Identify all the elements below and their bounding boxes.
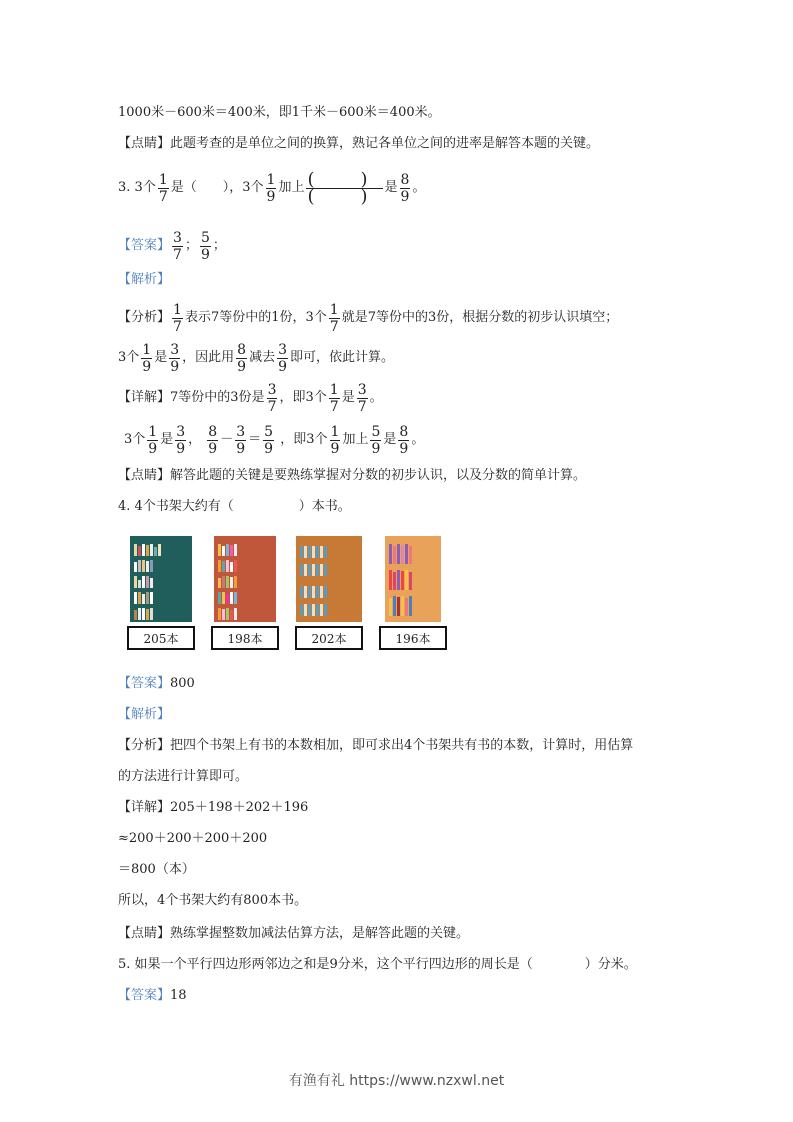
- fraction: [370, 424, 381, 457]
- question-text: 5. 如果一个平行四边形两邻边之和是9分米，这个平行四边形的周长是（ ）分米。: [118, 957, 637, 972]
- numerator: 3: [173, 229, 182, 246]
- fraction: [263, 424, 274, 457]
- fenxi-text: 表示7等份中的1份，3个: [184, 310, 327, 325]
- numerator: 1: [330, 423, 340, 440]
- xiangjie-text: 3个: [124, 432, 146, 447]
- numerator: 8: [399, 423, 409, 440]
- bookshelf-1: [125, 536, 197, 650]
- denominator: 7: [173, 246, 182, 263]
- q3-text: 3个: [134, 180, 156, 195]
- numerator: 1: [329, 381, 339, 398]
- fraction: [158, 172, 169, 205]
- numerator: 5: [200, 229, 210, 246]
- answer-label: 【答案】: [118, 238, 171, 253]
- fraction: [236, 342, 247, 375]
- footer-watermark: 有渔有礼 https://www.nzxwl.net: [288, 1073, 505, 1089]
- question-text: 4. 4个书架大约有（ ）本书。: [118, 499, 351, 514]
- fenxi-text: 把四个书架上有书的本数相加，即可求出4个书架共有书的本数，计算时，用估算: [170, 738, 634, 753]
- q3-xiangjie-line2: [124, 422, 424, 458]
- xiangjie-label: 【详解】: [118, 390, 171, 405]
- book-count: 196本: [395, 631, 431, 646]
- answer-value: 800: [170, 676, 195, 691]
- xiangjie-text: 。: [411, 432, 425, 447]
- blank-fraction[interactable]: [306, 168, 382, 207]
- numerator: 1: [173, 301, 182, 318]
- fenxi-text: 减去: [249, 350, 276, 365]
- xiangjie-text: 加上: [342, 432, 369, 447]
- numerator: 1: [142, 341, 152, 358]
- denominator: 9: [278, 358, 288, 375]
- fraction: [172, 230, 183, 263]
- denominator-blank: ( ): [307, 185, 382, 207]
- question-5: [118, 955, 637, 975]
- numerator: 1: [266, 171, 276, 188]
- q4-xiangjie-line4: [118, 891, 307, 911]
- q3-fenxi-line1: [118, 300, 618, 336]
- bookshelf-4: [377, 536, 449, 650]
- bookshelf-2: [209, 536, 281, 650]
- numerator: 8: [400, 171, 410, 188]
- fraction: [400, 172, 411, 205]
- question-4: [118, 497, 351, 517]
- jiexi-label: 【解析】: [118, 707, 171, 722]
- bookshelf-3: [293, 536, 365, 650]
- numerator: 3: [236, 423, 246, 440]
- fraction: [398, 424, 409, 457]
- xiangjie-text: ＝800（本）: [118, 862, 195, 877]
- q4-dianjing: [118, 924, 469, 944]
- numerator: 3: [170, 341, 180, 358]
- book-count-box: [127, 626, 195, 650]
- q4-answer: [118, 674, 195, 694]
- denominator: 7: [357, 398, 367, 415]
- numerator: 3: [278, 341, 288, 358]
- dianjing-text: 此题考查的是单位之间的换算，熟记各单位之间的进率是解答本题的关键。: [170, 136, 600, 151]
- fraction: [169, 342, 180, 375]
- xiangjie-text: ，即3个: [279, 390, 327, 405]
- separator: ；: [212, 238, 226, 253]
- fraction: [266, 172, 277, 205]
- bookshelf-image: [214, 536, 276, 622]
- fenxi-text: 是: [154, 350, 168, 365]
- numerator: 8: [208, 423, 218, 440]
- xiangjie-text: 是: [341, 390, 355, 405]
- fenxi-text: 就是7等份中的3份，根据分数的初步认识填空；: [341, 310, 619, 325]
- q3-text: 。: [412, 180, 426, 195]
- fraction: [235, 424, 246, 457]
- jiexi-label: 【解析】: [118, 272, 171, 287]
- numerator: 1: [329, 301, 339, 318]
- answer-label: 【答案】: [118, 988, 171, 1003]
- numerator: 5: [371, 423, 381, 440]
- fraction: [207, 424, 218, 457]
- fenxi-label: 【分析】: [118, 738, 171, 753]
- separator: ；: [184, 238, 198, 253]
- q3-text: 加上: [278, 180, 305, 195]
- numerator: 5: [264, 423, 274, 440]
- fraction: [141, 342, 152, 375]
- xiangjie-text: ，: [188, 432, 202, 447]
- numerator: 8: [237, 341, 247, 358]
- denominator: 7: [329, 318, 339, 335]
- bookshelf-image: [296, 536, 362, 622]
- fenxi-text: 即可，依此计算。: [290, 350, 395, 365]
- denominator: 7: [158, 188, 168, 205]
- question-number: 3.: [118, 180, 131, 195]
- denominator: 7: [173, 318, 182, 335]
- denominator: 9: [237, 358, 247, 375]
- denominator: 9: [176, 440, 186, 457]
- book-count-box: [379, 626, 447, 650]
- fraction: [357, 382, 368, 415]
- fraction: [330, 424, 341, 457]
- denominator: 9: [170, 358, 180, 375]
- numerator: 3: [357, 381, 367, 398]
- denominator: 9: [148, 440, 158, 457]
- q5-answer: [118, 986, 187, 1006]
- denominator: 9: [330, 440, 340, 457]
- answer-value: 18: [170, 988, 187, 1003]
- q3-dianjing: [118, 466, 586, 486]
- dianjing-label: 【点睛】: [118, 468, 171, 483]
- numerator: 3: [176, 423, 186, 440]
- question-3: [118, 168, 425, 208]
- q3-answer: [118, 228, 226, 264]
- fraction: [147, 424, 158, 457]
- denominator: 7: [267, 398, 277, 415]
- denominator: 7: [329, 398, 339, 415]
- numerator: 1: [148, 423, 158, 440]
- calc-text: 1000米－600米＝400米，即1千米－600米＝400米。: [118, 105, 441, 120]
- xiangjie-text: 205＋198＋202＋196: [170, 800, 309, 815]
- denominator: 9: [399, 440, 409, 457]
- numerator-blank: ( ): [307, 168, 382, 190]
- q3-text: 是: [384, 180, 398, 195]
- xiangjie-text: 7等份中的3份是: [170, 390, 265, 405]
- xiangjie-text: ，即3个: [280, 432, 328, 447]
- calc-line: [118, 103, 441, 123]
- q4-xiangjie-line2: [118, 829, 267, 849]
- xiangjie-label: 【详解】: [118, 800, 171, 815]
- book-count-box: [211, 626, 279, 650]
- xiangjie-text: 所以，4个书架大约有800本书。: [118, 893, 308, 908]
- book-count: 202本: [311, 631, 347, 646]
- fraction: [175, 424, 186, 457]
- denominator: 9: [400, 188, 410, 205]
- q3-text: 是（ ），3个: [170, 180, 264, 195]
- q4-fenxi-line1: [118, 736, 633, 756]
- q3-jiexi: [118, 270, 170, 290]
- dianjing-label: 【点睛】: [118, 926, 171, 941]
- bookshelf-image: [385, 536, 441, 622]
- xiangjie-text: ≈200＋200＋200＋200: [118, 831, 268, 846]
- fraction: [277, 342, 288, 375]
- equals-sign: ＝: [248, 432, 262, 447]
- denominator: 9: [200, 246, 210, 263]
- answer-label: 【答案】: [118, 676, 171, 691]
- numerator: 3: [267, 381, 277, 398]
- denominator: 9: [264, 440, 274, 457]
- fraction: [172, 302, 183, 335]
- minus-sign: －: [220, 432, 234, 447]
- fenxi-label: 【分析】: [118, 310, 171, 325]
- xiangjie-text: 是: [383, 432, 397, 447]
- xiangjie-text: 是: [160, 432, 174, 447]
- dianjing-text: 熟练掌握整数加减法估算方法，是解答此题的关键。: [170, 926, 470, 941]
- dianjing-label: 【点睛】: [118, 136, 171, 151]
- denominator: 9: [371, 440, 381, 457]
- denominator: 9: [266, 188, 276, 205]
- fenxi-text: 3个: [118, 350, 140, 365]
- fraction: [200, 230, 211, 263]
- fenxi-text: ，因此用: [182, 350, 235, 365]
- fraction: [329, 302, 340, 335]
- q3-xiangjie-line1: [118, 380, 383, 416]
- denominator: 9: [208, 440, 218, 457]
- book-count-box: [295, 626, 363, 650]
- dianjing-line-1: [118, 134, 599, 154]
- dianjing-text: 解答此题的关键是要熟练掌握对分数的初步认识，以及分数的简单计算。: [170, 468, 587, 483]
- fraction: [329, 382, 340, 415]
- fenxi-text: 的方法进行计算即可。: [118, 769, 249, 784]
- denominator: 9: [236, 440, 246, 457]
- bookshelf-image: [130, 536, 192, 622]
- book-count: 205本: [143, 631, 179, 646]
- fraction: [267, 382, 278, 415]
- denominator: 9: [142, 358, 152, 375]
- q4-xiangjie-line1: [118, 798, 308, 818]
- bookshelf-row: [125, 536, 449, 650]
- book-count: 198本: [227, 631, 263, 646]
- xiangjie-text: 。: [369, 390, 383, 405]
- numerator: 1: [158, 171, 168, 188]
- q4-xiangjie-line3: [118, 860, 195, 880]
- q4-jiexi: [118, 705, 170, 725]
- q4-fenxi-line2: [118, 767, 248, 787]
- q3-fenxi-line2: [118, 340, 394, 376]
